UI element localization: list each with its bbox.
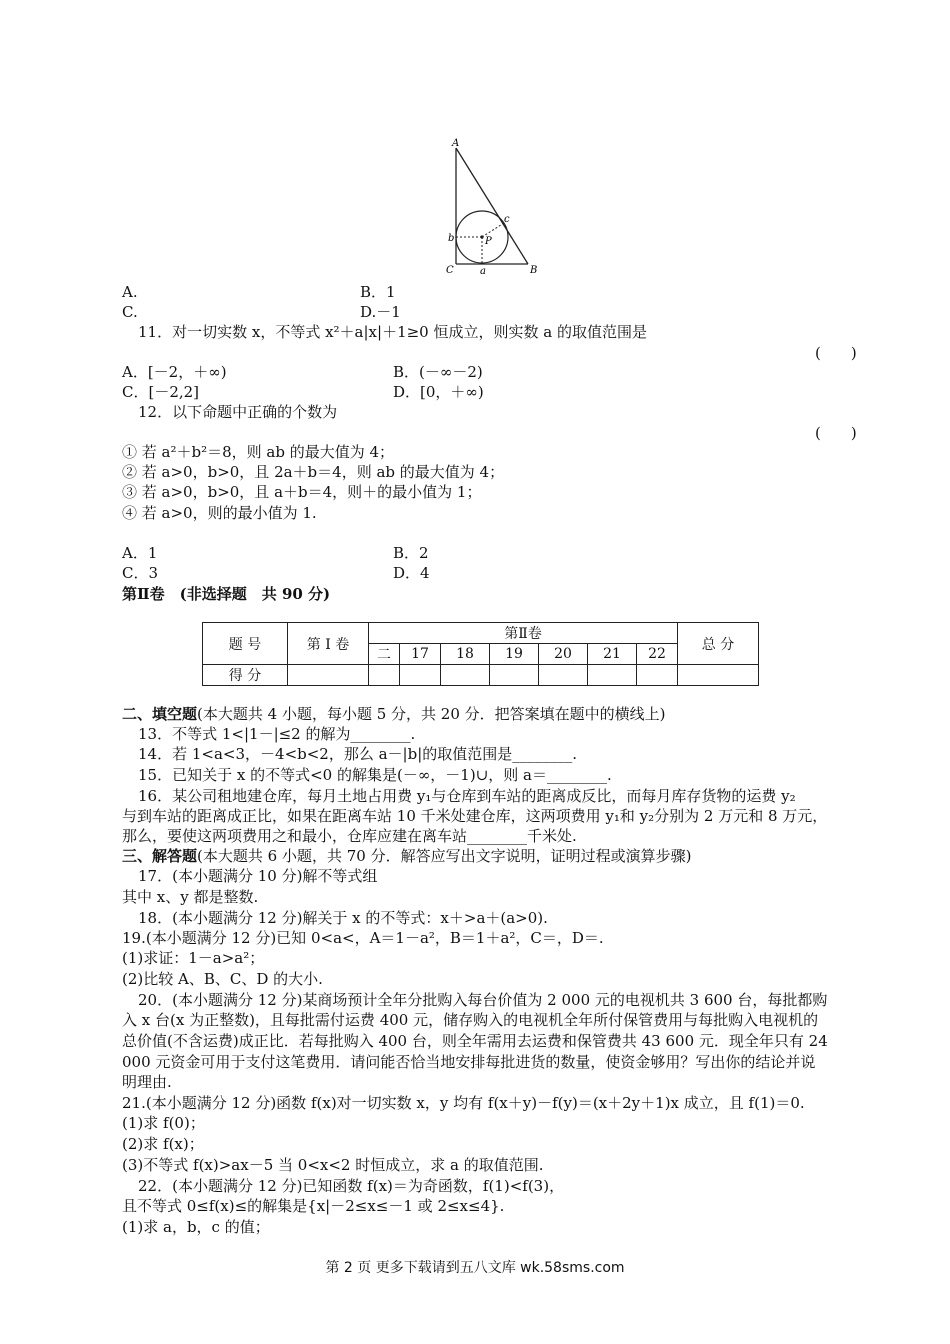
label-a-tangent: a [480,266,486,277]
q12-option-b: B．2 [393,544,429,562]
q21-line-1: 21.(本小题满分 12 分)函数 f(x)对一切实数 x，y 均有 f(x＋y)－f(y)＝(x＋2y＋1)x 成立，且 f(1)＝0. [122,1094,805,1112]
score-table-col: 二 [369,644,400,665]
q17-line-2: 其中 x、y 都是整数. [122,888,259,906]
section3-heading [122,846,691,866]
score-table-score-label: 得 分 [203,665,288,686]
score-cell [288,665,369,686]
q14: 14．若 1<a<3，－4<b<2，那么 a－|b|的取值范围是________. [138,745,578,763]
q12-option-a: A．1 [122,544,158,562]
section3-title: 三、解答题 [122,847,198,865]
q19-line-1: 19.(本小题满分 12 分)已知 0<a<，A＝1－a²，B＝1＋a²，C＝，D＝. [122,929,604,947]
q13: 13．不等式 1<|1－|≤2 的解为________. [138,725,416,743]
score-cell [637,665,678,686]
q10-option-b: B．1 [360,283,396,301]
q11-option-b: B．(－∞－2) [393,363,483,381]
q16-line-3: 那么，要使这两项费用之和最小，仓库应建在离车站________千米处. [122,827,577,845]
q12-item-2: ② 若 a>0，b>0，且 2a＋b＝4，则 ab 的最大值为 4； [122,463,505,481]
q11-option-d: D．[0，＋∞) [393,383,484,401]
score-table-part2: 第Ⅱ卷 [369,623,678,644]
label-p-center: P [485,236,492,247]
triangle-incircle-figure [436,134,546,282]
q11-option-c: C．[－2,2] [122,383,200,401]
q12-stem: 12．以下命题中正确的个数为 [138,403,338,421]
score-cell [400,665,441,686]
q10-option-c: C. [122,303,138,321]
q22-line-3: (1)求 a，b，c 的值； [122,1218,270,1236]
score-cell [490,665,539,686]
q12-item-4: ④ 若 a>0，则的最小值为 1. [122,504,317,522]
score-table-col: 17 [400,644,441,665]
score-table-col: 20 [539,644,588,665]
score-cell [588,665,637,686]
q12-item-1: ① 若 a²＋b²＝8，则 ab 的最大值为 4； [122,443,395,461]
section3-desc: (本大题共 6 小题，共 70 分．解答应写出文字说明，证明过程或演算步骤) [197,847,692,865]
q20-line-1: 20．(本小题满分 12 分)某商场预计全年分批购入每台价值为 2 000 元的电视机共 3 600 台，每批都购 [138,991,828,1009]
q22-line-2: 且不等式 0≤f(x)≤的解集是{x|－2≤x≤－1 或 2≤x≤4}. [122,1197,505,1215]
q22-line-1: 22．(本小题满分 12 分)已知函数 f(x)＝为奇函数，f(1)<f(3)， [138,1177,565,1195]
score-table-total: 总 分 [678,623,759,665]
section2-title: 二、填空题 [122,705,198,723]
q20-line-4: 000 元资金可用于支付这笔费用．请问能否恰当地安排每批进货的数量，使资金够用？写出你的结论并说 [122,1053,816,1071]
q18: 18．(本小题满分 12 分)解关于 x 的不等式：x＋>a＋(a>0). [138,909,548,927]
q12-option-d: D．4 [393,564,430,582]
score-cell [539,665,588,686]
q11-stem: 11．对一切实数 x，不等式 x²＋a|x|＋1≥0 恒成立，则实数 a 的取值范围是 [138,323,647,341]
label-c-vertex: C [446,265,454,276]
q11-answer-paren: ( ) [815,344,857,362]
score-cell [678,665,759,686]
q15: 15．已知关于 x 的不等式<0 的解集是(－∞，－1)∪，则 a＝________. [138,766,612,784]
q10-option-d: D.－1 [360,303,401,321]
part2-title: 第Ⅱ卷 (非选择题 共 90 分) [122,585,331,603]
q16-line-2: 与到车站的距离成正比，如果在距离车站 10 千米处建仓库，这两项费用 y₁和 y₂分别为 2 万元和 8 万元， [122,807,828,825]
label-b-tangent: b [448,233,455,244]
q17-line-1: 17．(本小题满分 10 分)解不等式组 [138,867,378,885]
q10-option-a: A. [122,283,138,301]
score-table-col: 19 [490,644,539,665]
center-point [480,235,483,238]
q19-line-2: (1)求证：1－a>a²； [122,949,265,967]
page-footer: 第 2 页 更多下载请到五八文库 wk.58sms.com [325,1260,625,1276]
score-table-col: 22 [637,644,678,665]
score-table-part1: 第 Ⅰ 卷 [288,623,369,665]
label-b-vertex: B [530,265,538,276]
q19-line-3: (2)比较 A、B、C、D 的大小. [122,970,323,988]
q11-option-a: A．[－2，＋∞) [122,363,227,381]
q12-item-3: ③ 若 a>0，b>0，且 a＋b＝4，则＋的最小值为 1； [122,483,482,501]
score-cell [441,665,490,686]
label-c-tangent: c [504,214,510,225]
section2-heading [122,704,666,724]
q20-line-5: 明理由. [122,1073,172,1091]
score-table [202,622,759,686]
side-ab [456,148,528,264]
score-table-header-label: 题 号 [203,623,288,665]
label-a-vertex: A [452,138,460,149]
q12-option-c: C．3 [122,564,159,582]
score-table-col: 18 [441,644,490,665]
score-table-col: 21 [588,644,637,665]
radius-c [482,223,504,237]
section2-desc: (本大题共 4 小题，每小题 5 分，共 20 分．把答案填在题中的横线上) [197,705,666,723]
score-cell [369,665,400,686]
q16-line-1: 16．某公司租地建仓库，每月土地占用费 y₁与仓库到车站的距离成反比，而每月库存货物的运费 y₂ [138,787,796,805]
q12-answer-paren: ( ) [815,424,857,442]
q20-line-2: 入 x 台(x 为正整数)，且每批需付运费 400 元，储存购入的电视机全年所付保管费用与每批购入电视机的 [122,1011,819,1029]
q21-line-4: (3)不等式 f(x)>ax－5 当 0<x<2 时恒成立，求 a 的取值范围. [122,1156,544,1174]
q21-line-2: (1)求 f(0)； [122,1114,205,1132]
q20-line-3: 总价值(不含运费)成正比．若每批购入 400 台，则全年需用去运费和保管费共 43 600 元．现全年只有 24 [122,1032,828,1050]
q21-line-3: (2)求 f(x)； [122,1135,204,1153]
